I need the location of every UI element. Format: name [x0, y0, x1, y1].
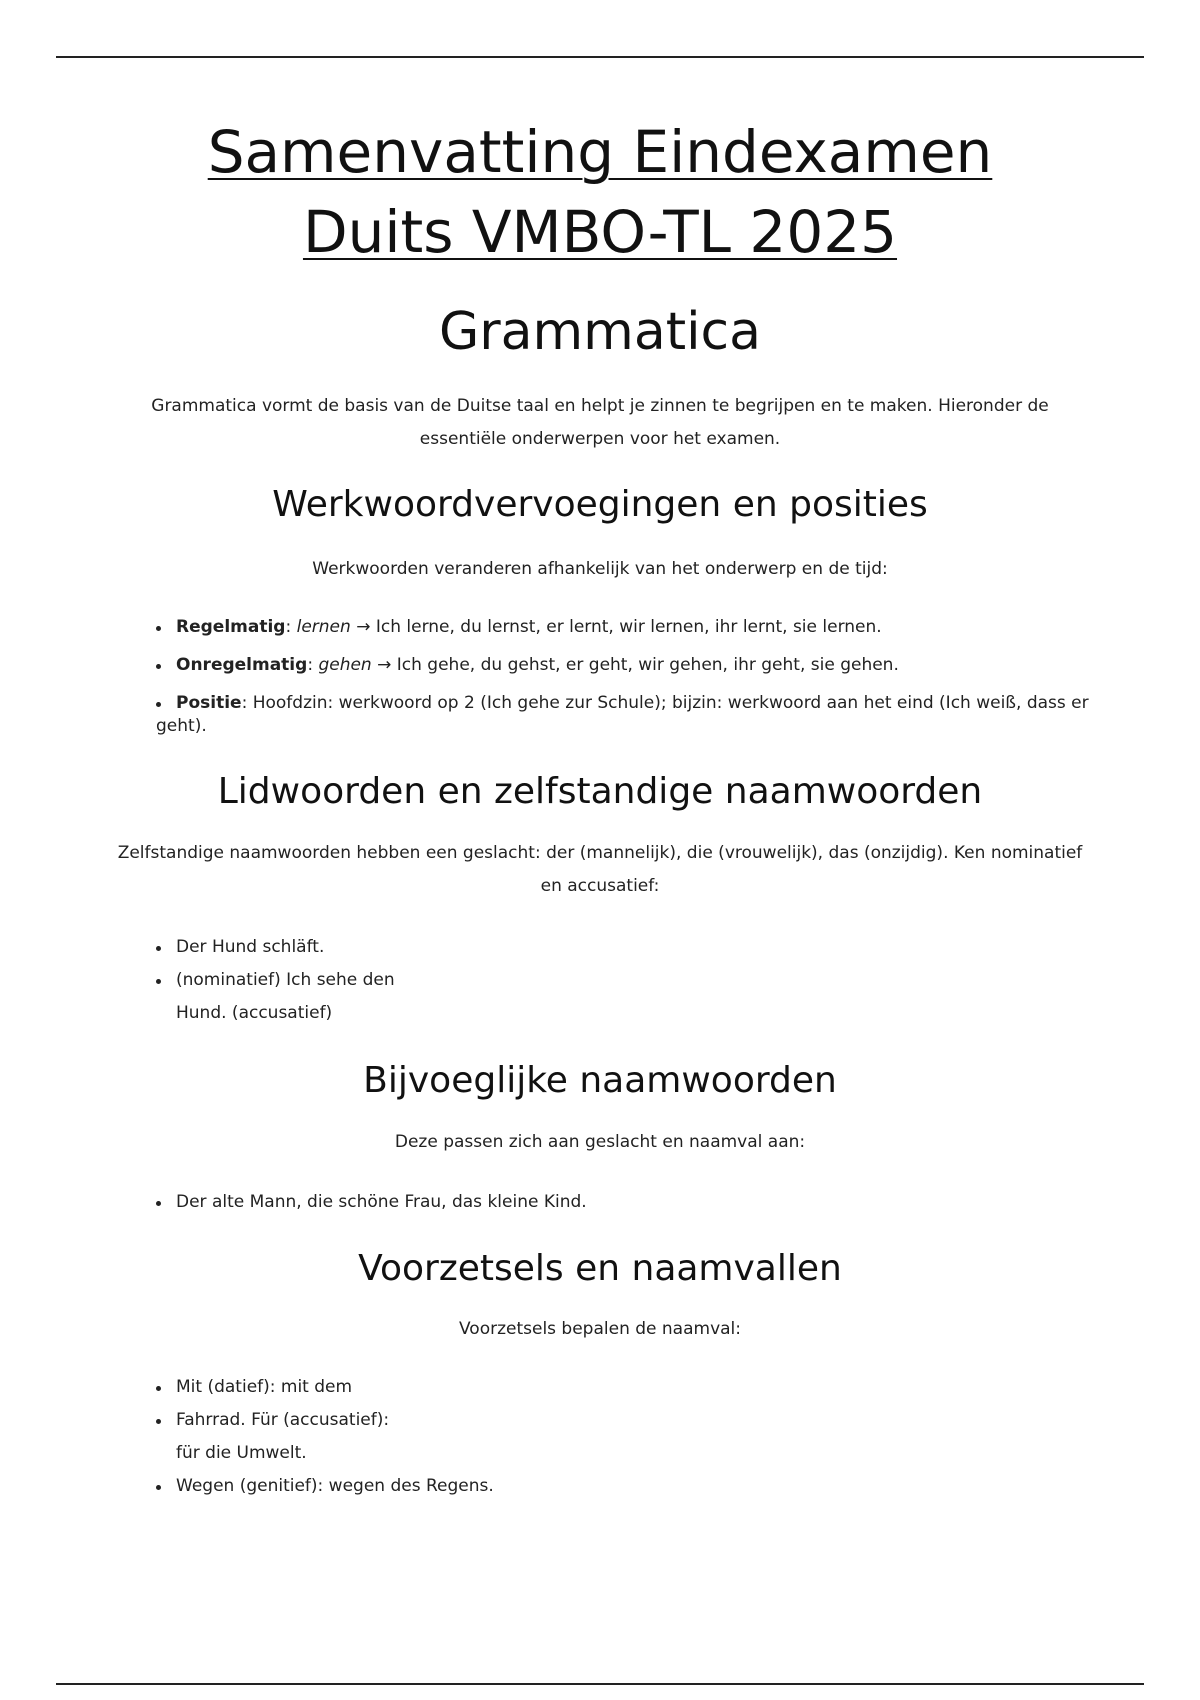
list-item-text: Wegen (genitief): wegen des Regens. — [176, 1476, 494, 1496]
section-heading-bijvoeglijke: Bijvoeglijke naamwoorden — [363, 1060, 837, 1101]
bijvoeglijke-list — [156, 1186, 956, 1219]
list-item-text-line-1: Fahrrad. Für (accusatief): — [176, 1410, 390, 1430]
lidwoorden-list — [156, 931, 556, 1030]
section-intro-lidwoorden: Zelfstandige naamwoorden hebben een geslacht: der (mannelijk), die (vrouwelijk), das (onzijdig). Ken nominatief en accusatief: — [117, 843, 1083, 896]
list-item-text: → Ich gehe, du gehst, er geht, wir gehen, ihr geht, sie gehen. — [371, 655, 899, 675]
list-item-text: : Hoofdzin: werkwoord op 2 (Ich gehe zur Schule); bijzin: werkwoord aan het eind (Ich weiß, dass er geht). — [156, 693, 1089, 736]
list-item-example: gehen — [318, 655, 372, 675]
voorzetsels-list — [156, 1371, 756, 1503]
list-item-text: → Ich lerne, du lernst, er lernt, wir lernen, ihr lernt, sie lernen. — [350, 617, 882, 637]
list-item — [156, 1371, 756, 1404]
list-item — [156, 1186, 956, 1219]
list-item-text: Der alte Mann, die schöne Frau, das kleine Kind. — [176, 1192, 587, 1212]
top-rule — [56, 56, 1144, 58]
list-item — [156, 616, 1136, 639]
section-heading-voorzetsels: Voorzetsels en naamvallen — [358, 1248, 842, 1289]
grammatica-intro: Grammatica vormt de basis van de Duitse taal en helpt je zinnen te begrijpen en te maken. Hieronder de essentiële onderwerpen voor het examen. — [151, 396, 1049, 449]
section-intro-werkwoorden: Werkwoorden veranderen afhankelijk van het onderwerp en de tijd: — [312, 559, 888, 579]
list-item — [156, 1404, 756, 1470]
list-item-text-line-2: für die Umwelt. — [176, 1443, 307, 1463]
section-intro-voorzetsels: Voorzetsels bepalen de naamval: — [458, 1319, 742, 1339]
section-intro-bijvoeglijke: Deze passen zich aan geslacht en naamval aan: — [394, 1132, 806, 1152]
list-item-text-line-1: (nominatief) Ich sehe den — [176, 970, 395, 990]
list-item — [156, 931, 556, 964]
bottom-rule — [56, 1683, 1144, 1685]
werkwoorden-list — [156, 616, 1136, 738]
document-title-line-2: Duits VMBO-TL 2025 — [302, 198, 898, 266]
list-item — [156, 692, 1136, 738]
list-item-text: Der Hund schläft. — [176, 937, 325, 957]
section-heading-werkwoorden: Werkwoordvervoegingen en posities — [272, 484, 928, 525]
list-item-term: Regelmatig — [176, 617, 286, 637]
list-item — [156, 1470, 756, 1503]
list-item-text-line-2: Hund. (accusatief) — [176, 1003, 333, 1023]
document-title-line-1: Samenvatting Eindexamen — [207, 118, 993, 186]
list-item — [156, 654, 1136, 677]
document-title — [56, 112, 1144, 272]
list-item — [156, 964, 556, 1030]
list-item-term: Onregelmatig — [176, 655, 308, 675]
grammatica-heading: Grammatica — [438, 302, 761, 362]
list-item-term: Positie — [176, 693, 242, 713]
list-item-separator: : — [285, 617, 297, 637]
list-item-separator: : — [307, 655, 319, 675]
list-item-example: lernen — [296, 617, 351, 637]
list-item-text: Mit (datief): mit dem — [176, 1377, 353, 1397]
section-heading-lidwoorden: Lidwoorden en zelfstandige naamwoorden — [217, 771, 983, 812]
